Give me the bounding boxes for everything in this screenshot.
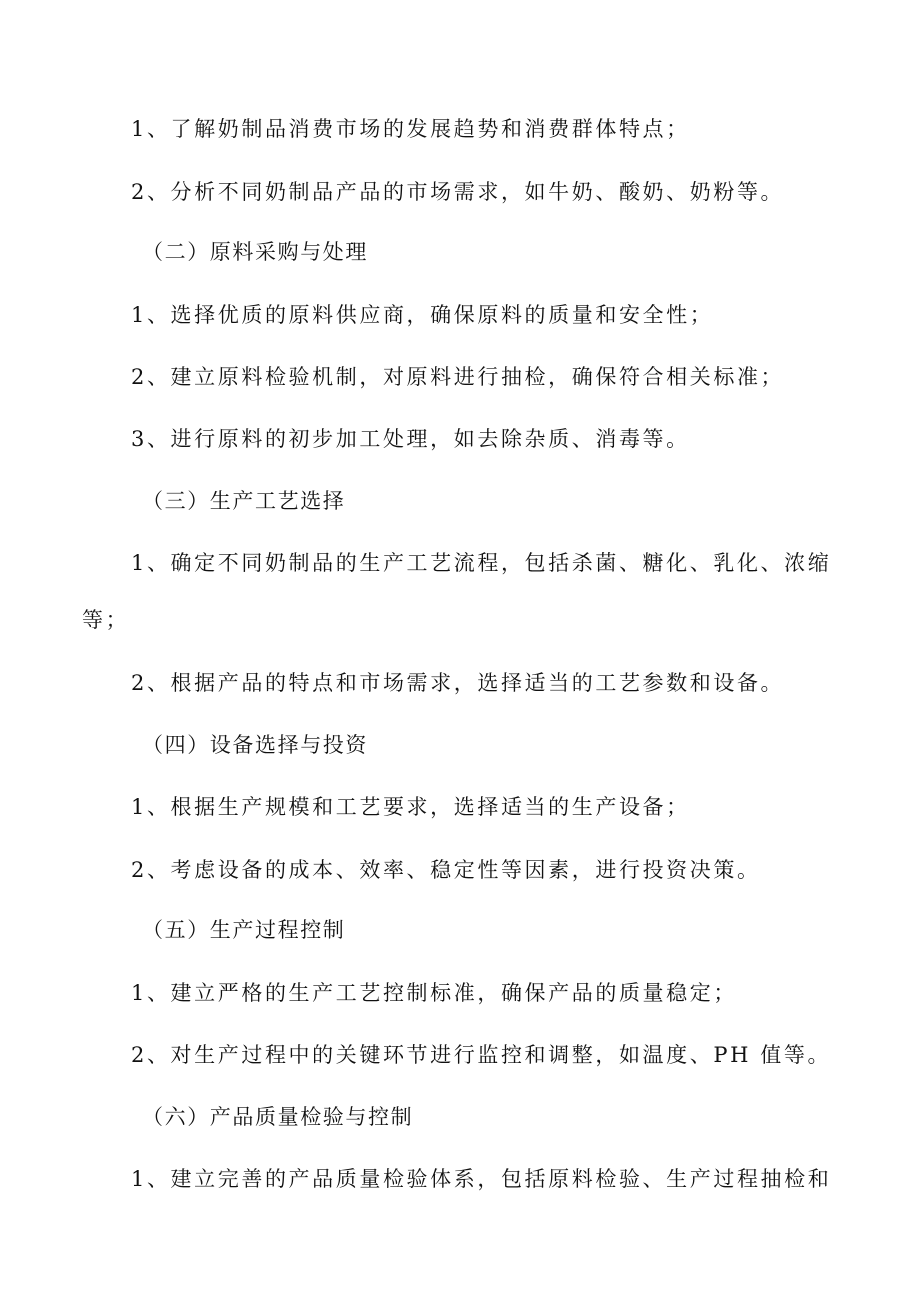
section-heading: （二）原料采购与处理 xyxy=(142,240,368,264)
paragraph-line: 2、考虑设备的成本、效率、稳定性等因素，进行投资决策。 xyxy=(131,858,761,882)
paragraph-line: 2、对生产过程中的关键环节进行监控和调整，如温度、PH 值等。 xyxy=(131,1043,832,1067)
section-heading: （六）产品质量检验与控制 xyxy=(142,1105,414,1129)
paragraph-line: 2、分析不同奶制品产品的市场需求，如牛奶、酸奶、奶粉等。 xyxy=(131,180,785,204)
paragraph-line: 1、建立严格的生产工艺控制标准，确保产品的质量稳定； xyxy=(131,981,737,1005)
paragraph-line: 等； xyxy=(82,608,130,632)
paragraph-line: 1、选择优质的原料供应商，确保原料的质量和安全性； xyxy=(131,303,714,327)
paragraph-line: 3、进行原料的初步加工处理，如去除杂质、消毒等。 xyxy=(131,427,690,451)
section-heading: （三）生产工艺选择 xyxy=(142,489,346,513)
paragraph-line: 1、根据生产规模和工艺要求，选择适当的生产设备； xyxy=(131,795,690,819)
paragraph-line: 1、确定不同奶制品的生产工艺流程，包括杀菌、糖化、乳化、浓缩 xyxy=(131,551,832,575)
section-heading: （五）生产过程控制 xyxy=(142,918,346,942)
paragraph-line: 2、根据产品的特点和市场需求，选择适当的工艺参数和设备。 xyxy=(131,671,785,695)
section-heading: （四）设备选择与投资 xyxy=(142,733,368,757)
paragraph-line: 1、建立完善的产品质量检验体系，包括原料检验、生产过程抽检和 xyxy=(131,1167,832,1191)
paragraph-line: 1、了解奶制品消费市场的发展趋势和消费群体特点； xyxy=(131,117,690,141)
paragraph-line: 2、建立原料检验机制，对原料进行抽检，确保符合相关标准； xyxy=(131,365,785,389)
